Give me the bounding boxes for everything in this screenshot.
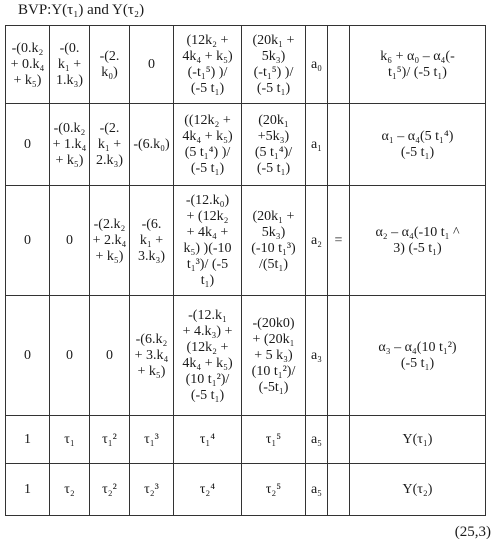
rhs-line: t₁⁵)/ (-5 t₁) [388, 64, 447, 80]
coefficient-line: 1 [24, 431, 31, 447]
coefficient-cell [50, 296, 90, 416]
matrix-row [6, 186, 486, 296]
rhs-line: Y(τ₁) [402, 431, 433, 447]
coefficient-line: (-t₁⁵) )/ [253, 64, 294, 80]
coefficient-line: -(12.k₀) [185, 192, 230, 208]
coefficient-line: τ₁⁴ [199, 431, 216, 447]
equals-cell [328, 296, 350, 416]
rhs-line: Y(τ₂) [402, 481, 433, 497]
coefficient-line: + 1.k₄ [52, 136, 87, 152]
variable-cell: a₀ [306, 26, 328, 104]
coefficient-line: k₀) [101, 64, 118, 80]
coefficient-cell [6, 416, 50, 464]
equals-cell [328, 104, 350, 186]
coefficient-line: + 2.k₄ [92, 232, 127, 248]
coefficient-line: + k₅) [137, 363, 166, 379]
rhs-cell [350, 416, 486, 464]
rhs-line: (-5 t₁) [400, 355, 435, 371]
coefficient-line: + k₅) [13, 72, 42, 88]
coefficient-line: (10 t₁²)/ [251, 363, 296, 379]
coefficient-cell [242, 104, 306, 186]
coefficient-cell [50, 416, 90, 464]
matrix-row [6, 464, 486, 516]
coefficient-cell [90, 464, 130, 516]
coefficient-line: -(2. [99, 48, 120, 64]
coefficient-line: (-5 t₁) [190, 160, 225, 176]
coefficient-cell [50, 104, 90, 186]
coefficient-line: τ₁ [64, 431, 75, 447]
coefficient-cell [6, 104, 50, 186]
coefficient-cell [90, 186, 130, 296]
coefficient-line: 4k₄ + k₅) [182, 355, 233, 371]
coefficient-cell [174, 296, 242, 416]
coefficient-line: (-5t₁) [258, 379, 289, 395]
coefficient-line: (-5 t₁) [256, 160, 291, 176]
coefficient-line: -(20k0) [252, 315, 295, 331]
coefficient-line: 0 [66, 232, 73, 248]
coefficient-cell [6, 186, 50, 296]
equation-matrix-table [5, 25, 486, 516]
coefficient-line: τ₁³ [144, 431, 159, 447]
coefficient-line: +5k₃) [257, 128, 290, 144]
coefficient-cell [174, 464, 242, 516]
coefficient-cell [174, 104, 242, 186]
coefficient-line: 2.k₃) [95, 152, 124, 168]
rhs-line: k₆ + α₀ – α₄(- [380, 48, 455, 64]
coefficient-line: -(0.k₂ [11, 40, 44, 56]
coefficient-line: (-5 t₁) [256, 80, 291, 96]
coefficient-cell [130, 416, 174, 464]
coefficient-cell [130, 464, 174, 516]
variable-cell: a₃ [306, 296, 328, 416]
coefficient-cell [130, 104, 174, 186]
coefficient-line: 3.k₃) [137, 248, 166, 264]
coefficient-line: τ₂³ [144, 481, 159, 497]
rhs-cell [350, 26, 486, 104]
coefficient-line: ((12k₂ + [184, 112, 231, 128]
coefficient-line: -(2. [99, 120, 120, 136]
equation-number: (25,3) [454, 524, 491, 540]
coefficient-line: + 4k₄ + [186, 224, 229, 240]
matrix-row [6, 296, 486, 416]
coefficient-line: 0 [24, 347, 31, 363]
page-title: BVP:Y(τ₁) and Y(τ₂) [18, 2, 145, 18]
rhs-cell [350, 186, 486, 296]
coefficient-cell [90, 296, 130, 416]
coefficient-line: + (20k₁ [252, 331, 295, 347]
coefficient-line: τ₂ [64, 481, 75, 497]
variable-cell: a₁ [306, 104, 328, 186]
coefficient-cell [50, 186, 90, 296]
coefficient-cell [90, 26, 130, 104]
coefficient-line: -(0. [59, 40, 80, 56]
coefficient-line: (-t₁⁵) )/ [187, 64, 228, 80]
coefficient-line: /(5t₁) [259, 256, 288, 272]
coefficient-cell [130, 186, 174, 296]
coefficient-line: 4k₄ + k₅) [182, 48, 233, 64]
coefficient-line: 0 [24, 232, 31, 248]
coefficient-line: τ₂⁴ [199, 481, 216, 497]
coefficient-cell [6, 296, 50, 416]
rhs-line: α₃ – α₄(10 t₁²) [378, 339, 457, 355]
equals-cell [328, 416, 350, 464]
coefficient-cell [50, 26, 90, 104]
rhs-line: α₁ – α₄(5 t₁⁴) [381, 128, 454, 144]
coefficient-line: + (12k₂ [186, 208, 229, 224]
coefficient-line: (20k₁ [258, 112, 289, 128]
equals-cell [328, 26, 350, 104]
coefficient-line: + 3.k₄ [134, 347, 169, 363]
coefficient-cell [90, 104, 130, 186]
coefficient-line: τ₂² [102, 481, 117, 497]
coefficient-line: (5 t₁⁴)/ [254, 144, 293, 160]
coefficient-line: -(0.k₂ [53, 120, 86, 136]
coefficient-line: 1.k₃) [55, 72, 84, 88]
coefficient-line: -(12.k₁ [188, 307, 227, 323]
coefficient-line: -(6. [141, 216, 162, 232]
coefficient-line: (20k₁ + [252, 32, 295, 48]
coefficient-cell [242, 296, 306, 416]
coefficient-line: k₁ + [57, 56, 82, 72]
coefficient-line: 1 [24, 481, 31, 497]
coefficient-line: + 0.k₄ [10, 56, 45, 72]
variable-cell: a₂ [306, 186, 328, 296]
coefficient-cell [242, 416, 306, 464]
coefficient-line: 5k₃) [261, 224, 286, 240]
rhs-cell [350, 464, 486, 516]
coefficient-line: (12k₂ + [186, 339, 229, 355]
coefficient-cell [174, 186, 242, 296]
rhs-line: (-5 t₁) [400, 144, 435, 160]
coefficient-line: (5 t₁⁴) )/ [184, 144, 231, 160]
coefficient-cell [242, 26, 306, 104]
coefficient-cell [90, 416, 130, 464]
matrix-row [6, 416, 486, 464]
coefficient-line: 5k₃) [261, 48, 286, 64]
coefficient-line: (10 t₁²)/ [185, 371, 230, 387]
variable-cell: a₅ [306, 416, 328, 464]
coefficient-line: 0 [106, 347, 113, 363]
coefficient-line: k₁ + [97, 136, 122, 152]
coefficient-line: -(6.k₀) [133, 136, 170, 152]
coefficient-cell [6, 26, 50, 104]
coefficient-line: t₁) [200, 272, 215, 288]
equals-cell: = [328, 186, 350, 296]
matrix-row [6, 104, 486, 186]
coefficient-cell [242, 186, 306, 296]
coefficient-line: + 4.k₃) + [182, 323, 233, 339]
rhs-cell [350, 296, 486, 416]
coefficient-line: + 5 k₃) [254, 347, 293, 363]
coefficient-line: k₁ + [139, 232, 164, 248]
coefficient-line: (20k₁ + [252, 208, 295, 224]
coefficient-line: (-5 t₁) [190, 80, 225, 96]
coefficient-line: τ₂⁵ [265, 481, 282, 497]
coefficient-cell [130, 26, 174, 104]
coefficient-line: τ₁⁵ [265, 431, 282, 447]
coefficient-cell [174, 416, 242, 464]
coefficient-line: + k₅) [95, 248, 124, 264]
rhs-line: α₂ – α₄(-10 t₁ ^ [375, 224, 460, 240]
variable-cell: a₅ [306, 464, 328, 516]
equals-cell [328, 464, 350, 516]
coefficient-line: (12k₂ + [186, 32, 229, 48]
coefficient-line: k₅) )(-10 [183, 240, 232, 256]
coefficient-line: -(2.k₂ [93, 216, 126, 232]
coefficient-cell [6, 464, 50, 516]
coefficient-line: (-10 t₁³) [251, 240, 296, 256]
rhs-line: 3) (-5 t₁) [393, 240, 442, 256]
coefficient-line: t₁³)/ (-5 [186, 256, 229, 272]
matrix-row [6, 26, 486, 104]
coefficient-cell [50, 464, 90, 516]
coefficient-cell [130, 296, 174, 416]
coefficient-line: -(6.k₂ [135, 331, 168, 347]
coefficient-line: + k₅) [55, 152, 84, 168]
coefficient-line: τ₁² [102, 431, 117, 447]
coefficient-cell [174, 26, 242, 104]
coefficient-line: 0 [148, 56, 155, 72]
rhs-cell [350, 104, 486, 186]
coefficient-line: 0 [66, 347, 73, 363]
coefficient-cell [242, 464, 306, 516]
coefficient-line: (-5 t₁) [190, 387, 225, 403]
coefficient-line: 4k₄ + k₅) [182, 128, 233, 144]
coefficient-line: 0 [24, 136, 31, 152]
